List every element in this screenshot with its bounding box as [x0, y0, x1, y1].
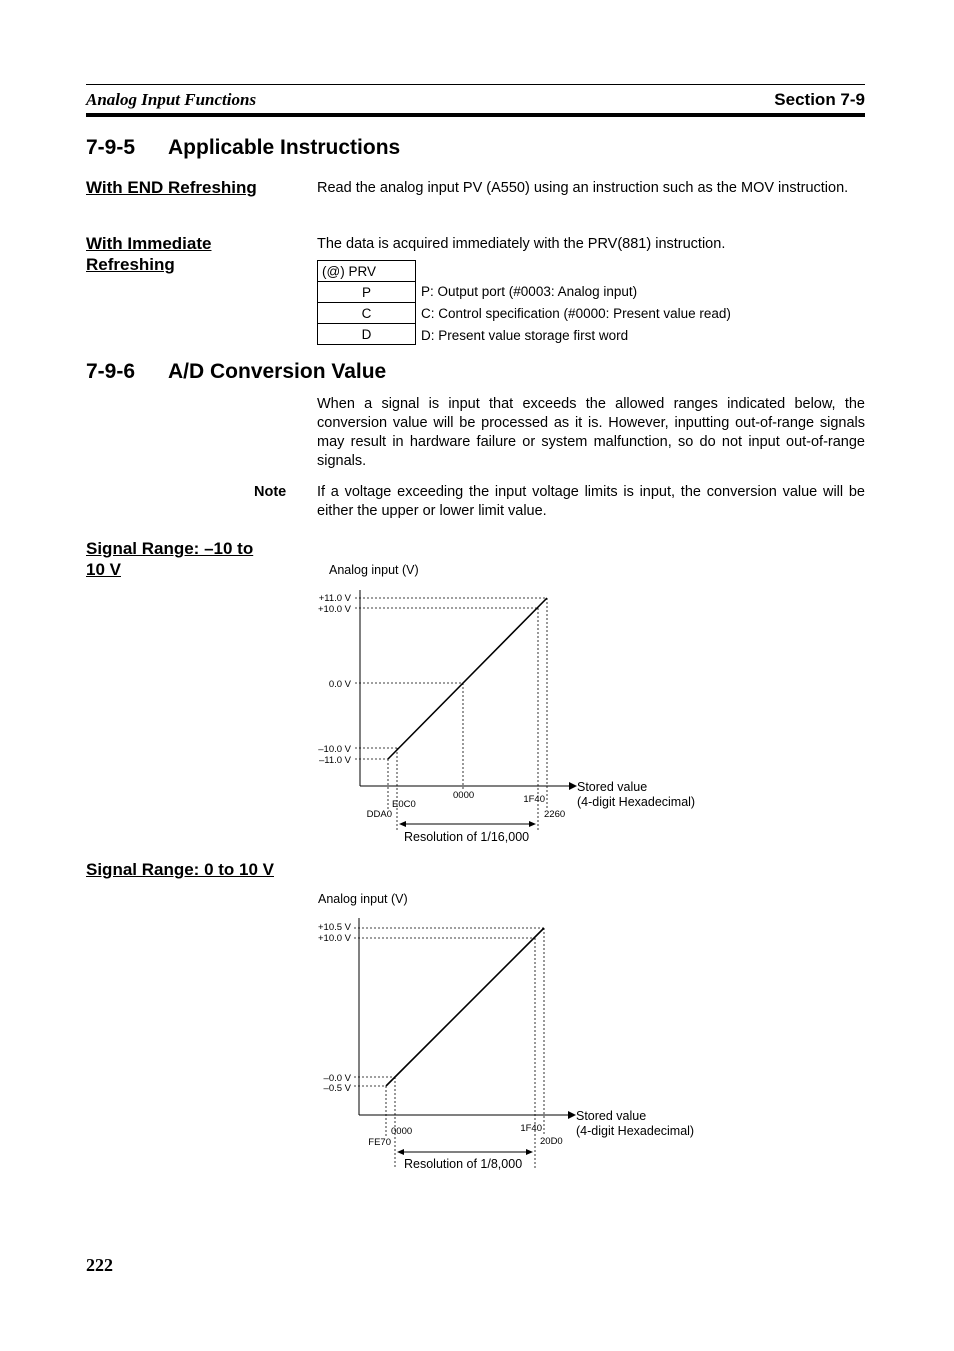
x-axis-arrowhead — [568, 1111, 576, 1119]
end-refreshing-heading: With END Refreshing — [86, 178, 257, 197]
y-tick-label: –0.5 V — [323, 1083, 351, 1094]
x-tick-label: 0000 — [453, 790, 475, 801]
x-tick-label: 1F40 — [523, 794, 545, 805]
immediate-refreshing-text: The data is acquired immediately with the PRV(881) instruction. — [317, 236, 726, 252]
section-title-ad-conversion — [86, 360, 386, 384]
heading-line: With Immediate — [86, 234, 212, 253]
section-number: 7-9-5 — [86, 136, 136, 159]
instruction-ladder-table — [317, 260, 416, 345]
resolution-label: Resolution of 1/16,000 — [404, 830, 530, 844]
end-refreshing-text: Read the analog input PV (A550) using an instruction such as the MOV instruction. — [317, 180, 849, 196]
arrowhead — [397, 1149, 404, 1155]
resolution-label: Resolution of 1/8,000 — [404, 1157, 523, 1171]
x-tick-label: E0C0 — [392, 799, 416, 810]
operand-description: P: Output port (#0003: Analog input) — [421, 284, 638, 299]
y-axis-label: Analog input (V) — [318, 892, 408, 906]
y-tick-label: –10.0 V — [318, 744, 351, 755]
signal-range-0-10v-heading: Signal Range: 0 to 10 V — [86, 860, 274, 879]
x-tick-label: 0000 — [391, 1126, 413, 1137]
x-tick-label: FE70 — [368, 1137, 391, 1148]
range2-conversion-graph — [0, 885, 954, 1175]
x-axis-label: Stored value — [576, 1109, 647, 1123]
operand-cell: D — [318, 324, 416, 345]
x-tick-label: 1F40 — [520, 1123, 542, 1134]
y-tick-label: +11.0 V — [318, 593, 351, 604]
header-rule-top — [86, 84, 865, 85]
section-title-text: Applicable Instructions — [168, 136, 401, 159]
x-tick-label: 2260 — [544, 809, 566, 820]
x-axis-label: (4-digit Hexadecimal) — [576, 1124, 695, 1138]
operand-cell: C — [318, 303, 416, 324]
y-axis-label: Analog input (V) — [329, 563, 419, 577]
operand-cell: P — [318, 282, 416, 303]
y-tick-label: +10.0 V — [317, 933, 351, 944]
arrowhead — [529, 821, 536, 827]
y-tick-label: 0.0 V — [328, 679, 351, 690]
y-tick-label: +10.5 V — [317, 922, 351, 933]
header-chapter-title: Analog Input Functions — [86, 90, 257, 109]
immediate-refreshing-heading — [86, 233, 296, 275]
page-number: 222 — [86, 1255, 113, 1275]
arrowhead — [526, 1149, 533, 1155]
conversion-line — [388, 598, 547, 759]
heading-line: Signal Range: –10 to — [86, 539, 254, 558]
operand-description: C: Control specification (#0000: Present value read) — [421, 306, 731, 321]
conversion-line — [386, 928, 544, 1086]
heading-line: 10 V — [86, 560, 121, 579]
heading-line: Refreshing — [86, 255, 175, 274]
y-tick-label: +10.0 V — [317, 604, 351, 615]
note-label: Note — [254, 484, 287, 500]
x-tick-label: 20D0 — [540, 1136, 563, 1147]
x-axis-label: (4-digit Hexadecimal) — [577, 795, 696, 809]
header-rule-bottom — [86, 113, 865, 117]
section-number: 7-9-6 — [86, 360, 136, 383]
x-tick-label: DDA0 — [366, 809, 392, 820]
section-title-applicable-instructions — [86, 136, 400, 160]
header-section-label: Section 7-9 — [774, 90, 865, 109]
arrowhead — [399, 821, 406, 827]
section-title-text: A/D Conversion Value — [168, 360, 387, 383]
x-axis-arrowhead — [569, 782, 577, 790]
x-axis-label: Stored value — [577, 780, 648, 794]
y-tick-label: –11.0 V — [318, 755, 351, 766]
operand-description: D: Present value storage first word — [421, 328, 629, 343]
conversion-paragraph: When a signal is input that exceeds the allowed ranges indicated below, the conversion value will be processed as it is. However, inputting out-of-range signals may result in hardware failure or system malfunction, so do not input out-of-range signals. — [317, 396, 865, 469]
range1-conversion-graph — [0, 555, 954, 850]
note-text: If a voltage exceeding the input voltage limits is input, the conversion value will be either the upper or lower limit value. — [317, 484, 865, 519]
y-tick-label: –0.0 V — [323, 1073, 351, 1084]
instruction-mnemonic: (@) PRV — [318, 261, 416, 282]
